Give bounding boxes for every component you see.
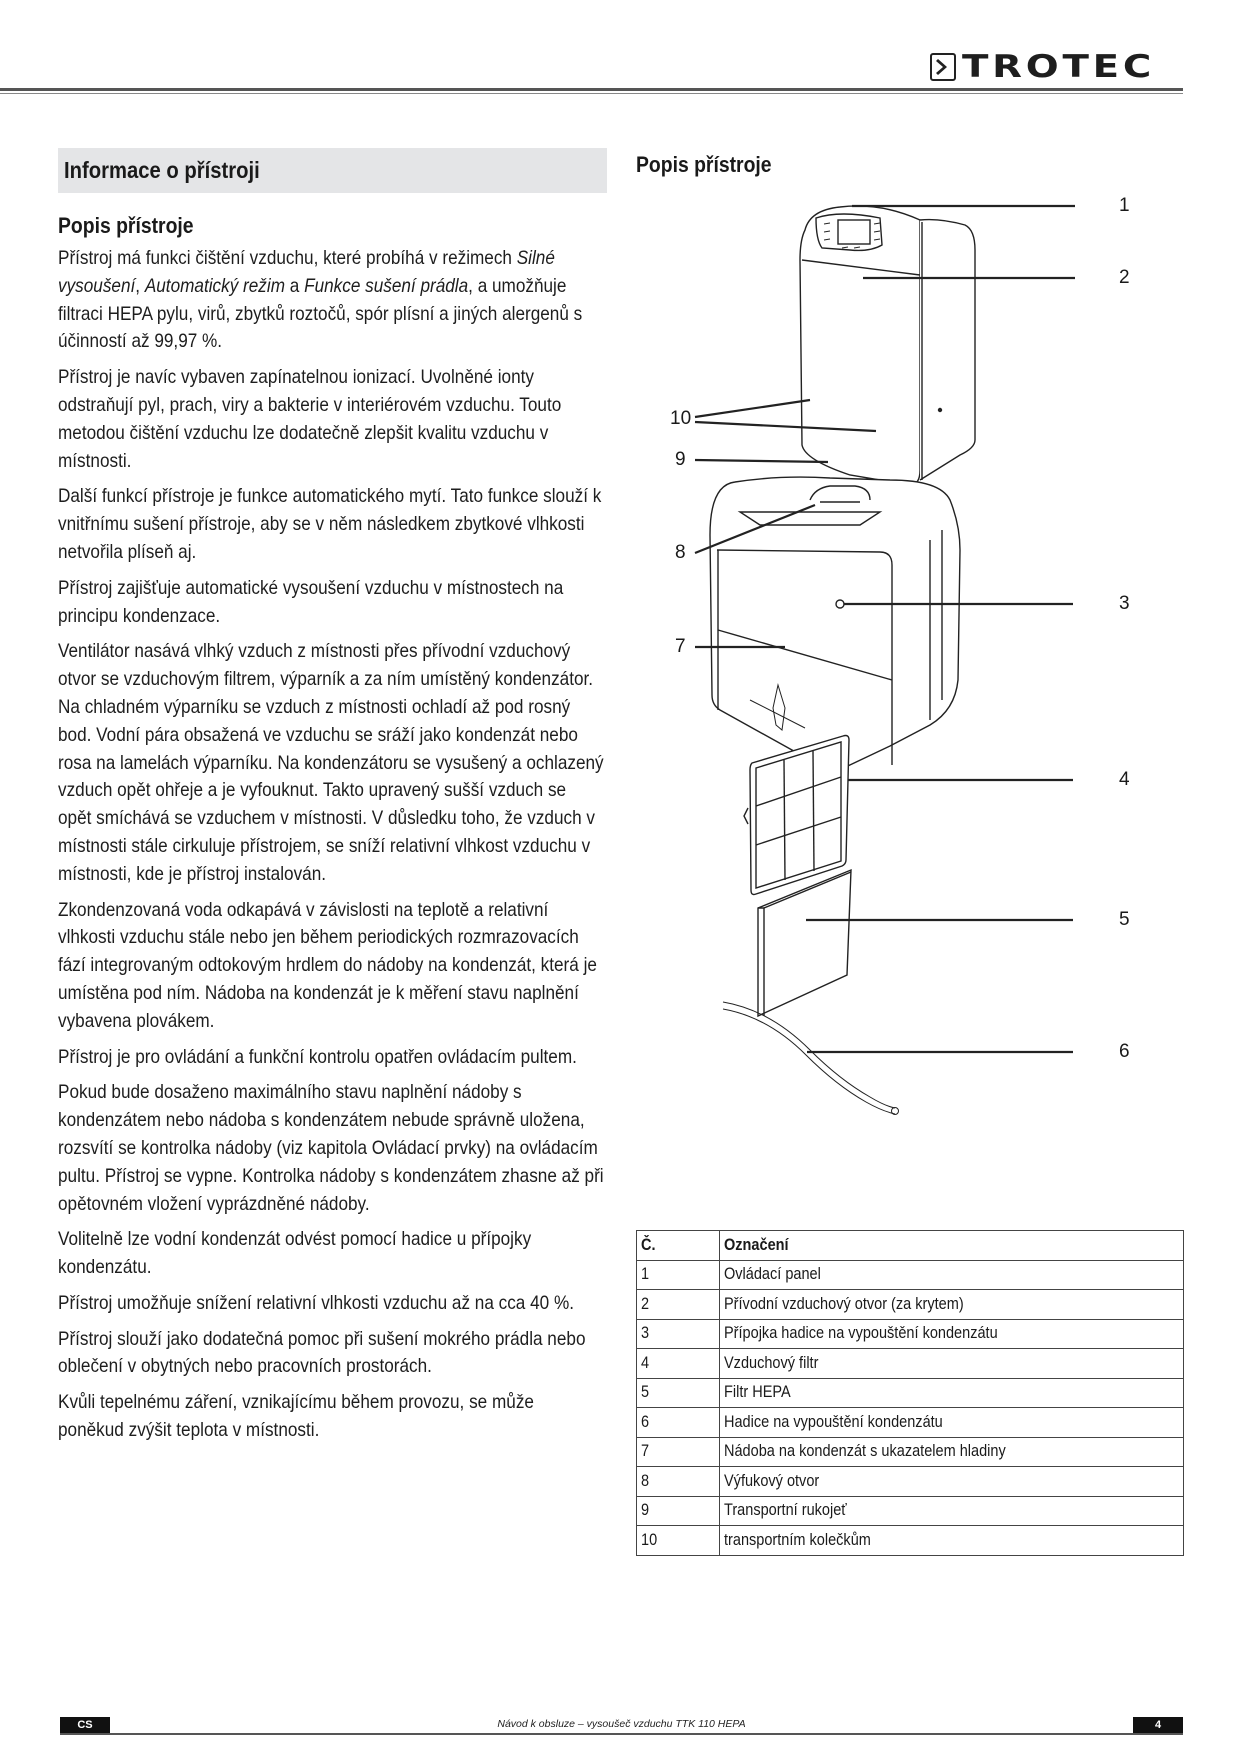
- paragraph: Přístroj má funkci čištění vzduchu, které probíhá v režimech Silné vysoušení, Automatický režim a Funkce sušení prádla, a umožňuje filtraci HEPA pylu, virů, zbytků roztočů, spór plísní a jiných alergenů s účinností až 99,97 %.: [58, 247, 583, 353]
- header-divider: [0, 88, 1183, 91]
- trotec-logo: [930, 48, 1156, 85]
- table-row: 4 Vzduchový filtr: [637, 1349, 1184, 1379]
- callout-5: 5: [1119, 909, 1130, 930]
- table-header-row: [637, 1231, 1184, 1261]
- chevron-right-box-icon: [930, 53, 956, 81]
- table-row: 2 Přívodní vzduchový otvor (za krytem): [637, 1290, 1184, 1320]
- paragraph: Přístroj slouží jako dodatečná pomoc při sušení mokrého prádla nebo oblečení v obytných nebo pracovních prostorách.: [58, 1327, 586, 1378]
- paragraph: Přístroj zajišťuje automatické vysoušení vzduchu v místnostech na principu kondenzace.: [58, 576, 564, 627]
- table-row: 7 Nádoba na kondenzát s ukazatelem hladiny: [637, 1437, 1184, 1467]
- language-badge: CS: [60, 1717, 110, 1733]
- table-row: 6 Hadice na vypouštění kondenzátu: [637, 1408, 1184, 1438]
- callout-3: 3: [1119, 593, 1130, 614]
- footer-document-title: Návod k obsluze – vysoušeč vzduchu TTK 110 HEPA: [497, 1718, 746, 1730]
- table-row: 3 Přípojka hadice na vypouštění kondenzátu: [637, 1319, 1184, 1349]
- dehumidifier-illustration: [630, 180, 1200, 1220]
- callout-8: 8: [675, 542, 686, 563]
- table-row: 9 Transportní rukojeť: [637, 1496, 1184, 1526]
- device-diagram: [630, 180, 1200, 1220]
- column-header-number: Č.: [637, 1231, 720, 1261]
- paragraph: Přístroj je navíc vybaven zapínatelnou ionizací. Uvolněné ionty odstraňují pyl, prach, viry a bakterie v interiérovém vzduchu. Touto metodou čištění vzduchu lze dodatečně zlepšit kvalitu vzduchu v místnosti.: [58, 366, 562, 472]
- table-row: 8 Výfukový otvor: [637, 1467, 1184, 1497]
- paragraph: Zkondenzovaná voda odkapává v závislosti na teplotě a relativní vlhkosti vzduchu stále nebo jen během periodických rozmrazovacích fází integrovaným odtokovým hrdlem do nádoby na kondenzát, která je umístěna pod ním. Nádoba na kondenzát je k měření stavu naplnění vybavena plovákem.: [58, 898, 597, 1032]
- callout-7: 7: [675, 636, 686, 657]
- paragraph: Přístroj je pro ovládání a funkční kontrolu opatřen ovládacím pultem.: [58, 1045, 577, 1068]
- callout-1: 1: [1119, 195, 1130, 216]
- paragraph: Pokud bude dosaženo maximálního stavu naplnění nádoby s kondenzátem nebo nádoba s kondenzátem nebude správně uložena, rozsvítí se kontrolka nádoby (viz kapitola Ovládací prvky) na ovládacím pultu. Přístroj se vypne. Kontrolka nádoby s kondenzátem zhasne až při opětovném vložení vyprázdněné nádoby.: [58, 1081, 604, 1215]
- table-row: 1 Ovládací panel: [637, 1260, 1184, 1290]
- header-divider-thin: [0, 93, 1183, 94]
- callout-6: 6: [1119, 1041, 1130, 1062]
- paragraph: Volitelně lze vodní kondenzát odvést pomocí hadice u přípojky kondenzátu.: [58, 1228, 532, 1279]
- callout-4: 4: [1119, 769, 1130, 790]
- body-text: [58, 245, 604, 1453]
- paragraph: Další funkcí přístroje je funkce automatického mytí. Tato funkce slouží k vnitřnímu sušení přístroje, aby se v něm následkem zbytkové vlhkosti netvořila plíseň aj.: [58, 485, 602, 563]
- callout-2: 2: [1119, 267, 1130, 288]
- figure-title: Popis přístroje: [636, 152, 772, 177]
- callout-9: 9: [675, 449, 686, 470]
- paragraph: Přístroj umožňuje snížení relativní vlhkosti vzduchu až na cca 40 %.: [58, 1291, 575, 1314]
- paragraph: Ventilátor nasává vlhký vzduch z místnosti přes přívodní vzduchový otvor se vzduchovým filtrem, výparník a za ním umístěný kondenzátor. Na chladném výparníku se vzduch z místnosti ochladí až pod rosný bod. Vodní pára obsažená ve vzduchu se sráží jako kondenzát nebo rosa na lamelách výparníku. Na kondenzátoru se vysušený a ochlazený vzduch opět ohřeje a je vyfouknut. Takto upravený sušší vzduch se opět smíchává se vzduchem v místnosti. V důsledku toho, že vzduch v místnosti stále cirkuluje přístrojem, se sníží relativní vlhkost vzduchu v místnosti, kde je přístroj instalován.: [58, 640, 604, 885]
- page-footer: [60, 1717, 1183, 1735]
- table-row: 5 Filtr HEPA: [637, 1378, 1184, 1408]
- parts-legend-table: [636, 1230, 1184, 1556]
- paragraph: Kvůli tepelnému záření, vznikajícímu během provozu, se může poněkud zvýšit teplota v místnosti.: [58, 1391, 534, 1442]
- page-number: 4: [1133, 1717, 1183, 1733]
- brand-name: TROTEC: [962, 48, 1156, 85]
- subsection-title: Popis přístroje: [58, 213, 194, 238]
- section-title: Informace o přístroji: [64, 157, 260, 183]
- column-header-label: Označení: [720, 1231, 1184, 1261]
- table-row: 10 transportním kolečkům: [637, 1526, 1184, 1556]
- callout-10: 10: [670, 408, 692, 429]
